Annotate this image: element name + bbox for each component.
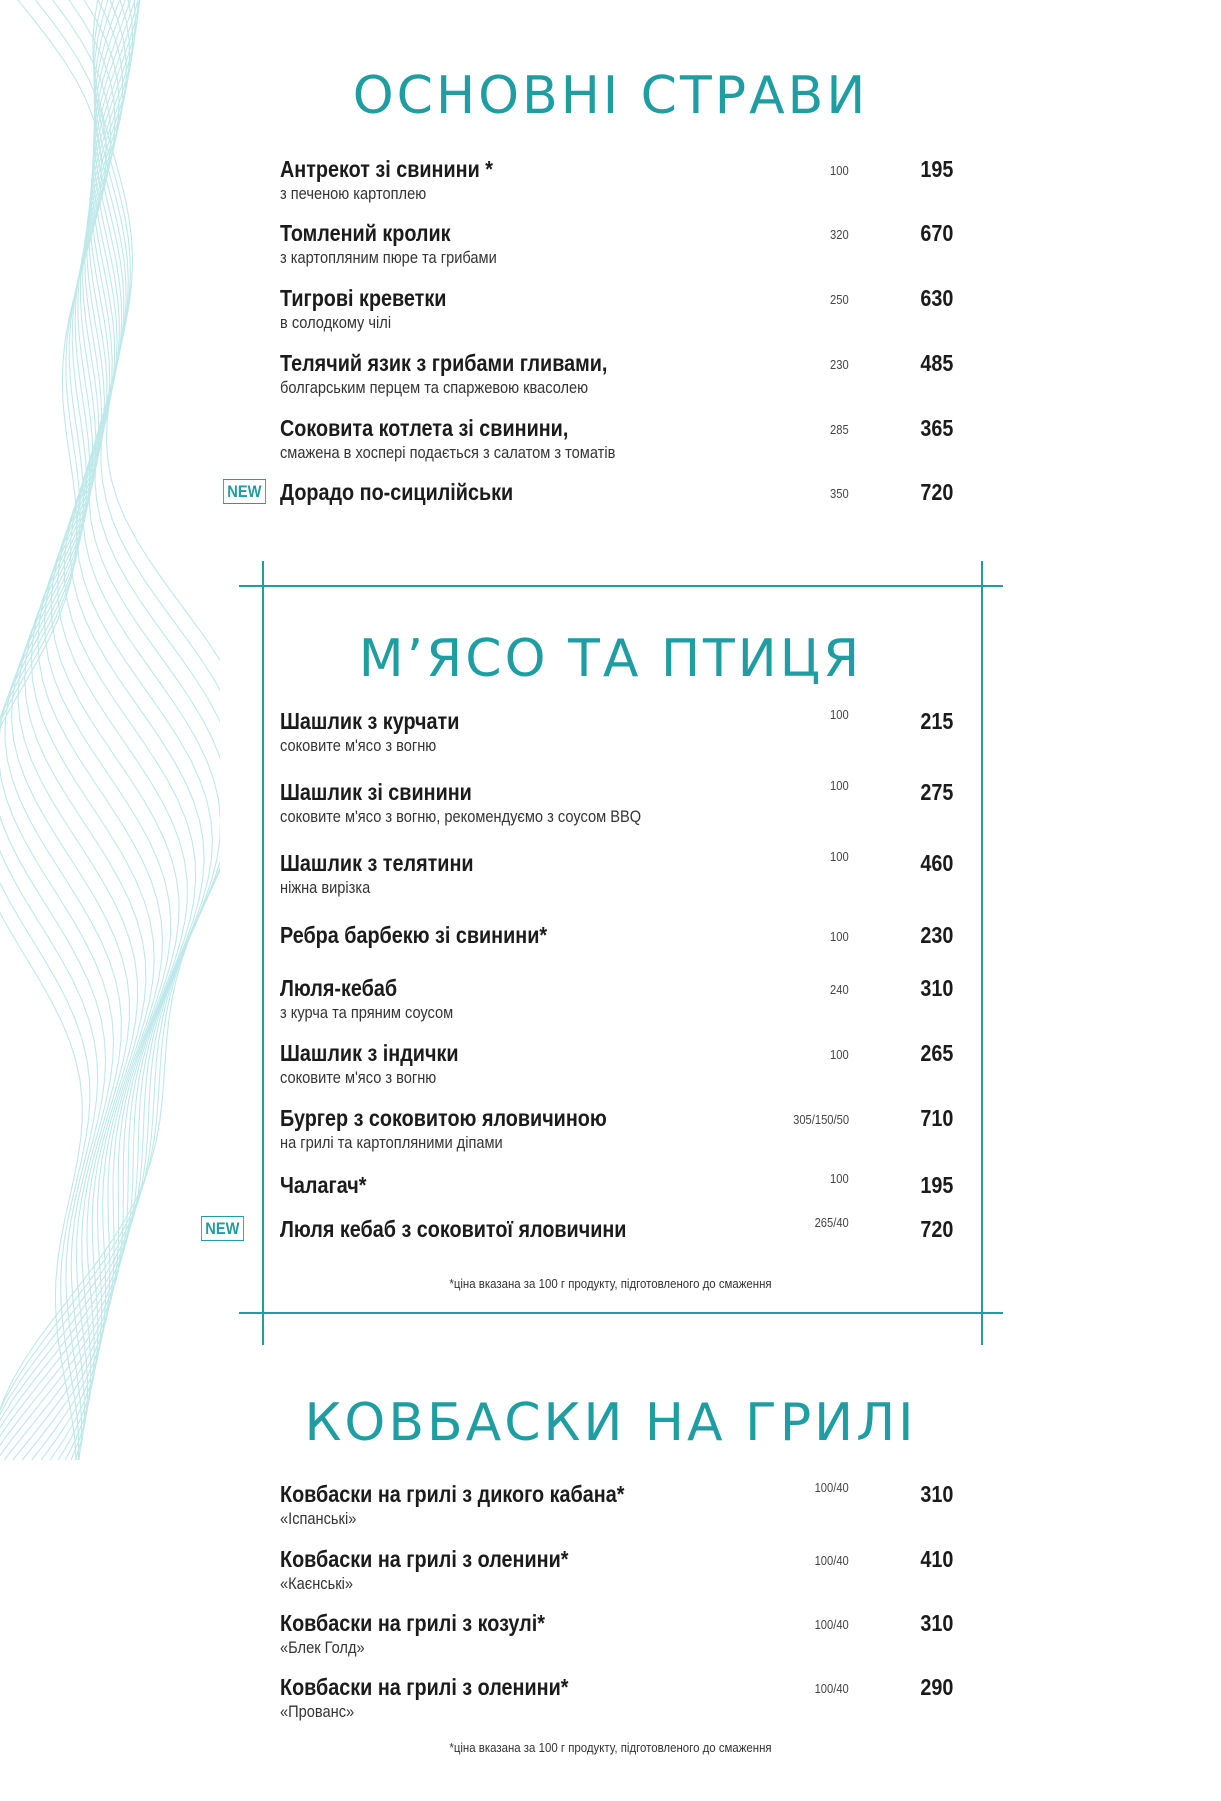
menu-item bbox=[0, 1215, 1221, 1271]
item-description: з печеною картоплею bbox=[280, 184, 427, 203]
item-name: Шашлик зі свинини bbox=[280, 779, 472, 805]
item-price: 410 bbox=[919, 1546, 953, 1572]
item-description: болгарським перцем та спаржевою квасолею bbox=[280, 378, 589, 397]
item-name: Ребра барбекю зі свинини* bbox=[280, 922, 548, 948]
item-weight: 350 bbox=[830, 486, 849, 501]
item-weight: 100/40 bbox=[814, 1480, 849, 1495]
item-name: Люля-кебаб bbox=[280, 975, 398, 1001]
item-price: 290 bbox=[919, 1674, 953, 1700]
menu-item bbox=[0, 284, 1221, 340]
menu-item bbox=[0, 219, 1221, 275]
item-description: з картопляним пюре та грибами bbox=[280, 248, 497, 267]
item-price: 720 bbox=[919, 479, 953, 505]
item-price: 215 bbox=[919, 708, 953, 734]
item-name: Шашлик з курчати bbox=[280, 708, 460, 734]
frame-bottom-line bbox=[239, 1312, 1003, 1314]
new-badge: NEW bbox=[201, 1216, 244, 1241]
item-description: «Прованс» bbox=[280, 1702, 355, 1721]
item-weight: 100 bbox=[830, 707, 849, 722]
item-name: Ковбаски на грилі з козулі* bbox=[280, 1610, 545, 1636]
price-footnote: *ціна вказана за 100 г продукту, підготовленого до смаження bbox=[449, 1740, 772, 1755]
item-weight: 100 bbox=[830, 778, 849, 793]
item-name: Чалагач* bbox=[280, 1172, 367, 1198]
item-description: в солодкому чілі bbox=[280, 313, 392, 332]
menu-item bbox=[0, 849, 1221, 905]
item-price: 265 bbox=[919, 1040, 953, 1066]
item-price: 720 bbox=[919, 1216, 953, 1242]
item-price: 195 bbox=[919, 156, 953, 182]
item-price: 195 bbox=[919, 1172, 953, 1198]
item-price: 485 bbox=[919, 350, 953, 376]
item-description: на грилі та картопляними діпами bbox=[280, 1133, 503, 1152]
item-name: Ковбаски на грилі з оленини* bbox=[280, 1546, 569, 1572]
item-weight: 100/40 bbox=[814, 1681, 849, 1696]
item-description: «Іспанські» bbox=[280, 1509, 357, 1528]
new-badge: NEW bbox=[223, 479, 266, 504]
menu-item bbox=[0, 349, 1221, 405]
menu-item bbox=[0, 1104, 1221, 1160]
item-price: 230 bbox=[919, 922, 953, 948]
section-title-grilled-sausages: КОВБАСКИ НА ГРИЛІ bbox=[304, 1393, 917, 1453]
menu-item bbox=[0, 1545, 1221, 1601]
item-description: з курча та пряним соусом bbox=[280, 1003, 454, 1022]
item-price: 460 bbox=[919, 850, 953, 876]
menu-item bbox=[0, 155, 1221, 211]
item-weight: 250 bbox=[830, 292, 849, 307]
item-price: 710 bbox=[919, 1105, 953, 1131]
item-name: Ковбаски на грилі з оленини* bbox=[280, 1674, 569, 1700]
item-price: 310 bbox=[919, 1610, 953, 1636]
menu-item bbox=[0, 1480, 1221, 1536]
item-weight: 100 bbox=[830, 163, 849, 178]
menu-item bbox=[0, 974, 1221, 1030]
item-price: 365 bbox=[919, 415, 953, 441]
item-name: Соковита котлета зі свинини, bbox=[280, 415, 569, 441]
item-weight: 100 bbox=[830, 849, 849, 864]
item-description: соковите м'ясо з вогню bbox=[280, 736, 437, 755]
item-weight: 320 bbox=[830, 227, 849, 242]
item-weight: 100 bbox=[830, 929, 849, 944]
item-description: «Каєнські» bbox=[280, 1574, 354, 1593]
menu-item bbox=[0, 414, 1221, 470]
item-name: Шашлик з телятини bbox=[280, 850, 474, 876]
item-name: Дорадо по-сицилійськи bbox=[280, 479, 514, 505]
price-footnote: *ціна вказана за 100 г продукту, підготовленого до смаження bbox=[449, 1276, 772, 1291]
section-title-main-dishes: ОСНОВНІ СТРАВИ bbox=[352, 66, 869, 126]
item-price: 310 bbox=[919, 975, 953, 1001]
menu-item bbox=[0, 1673, 1221, 1729]
item-weight: 230 bbox=[830, 357, 849, 372]
item-price: 275 bbox=[919, 779, 953, 805]
item-name: Люля кебаб з соковитої яловичини bbox=[280, 1216, 627, 1242]
item-description: ніжна вирізка bbox=[280, 878, 371, 897]
item-weight: 100 bbox=[830, 1171, 849, 1186]
menu-item bbox=[0, 1609, 1221, 1665]
frame-top-line bbox=[239, 585, 1003, 587]
menu-item bbox=[0, 1039, 1221, 1095]
item-name: Бургер з соковитою яловичиною bbox=[280, 1105, 607, 1131]
item-name: Томлений кролик bbox=[280, 220, 451, 246]
item-name: Антрекот зі свинини * bbox=[280, 156, 493, 182]
item-name: Телячий язик з грибами гливами, bbox=[280, 350, 608, 376]
menu-item bbox=[0, 778, 1221, 834]
item-weight: 240 bbox=[830, 982, 849, 997]
item-weight: 100 bbox=[830, 1047, 849, 1062]
item-name: Ковбаски на грилі з дикого кабана* bbox=[280, 1481, 625, 1507]
item-price: 670 bbox=[919, 220, 953, 246]
item-weight: 100/40 bbox=[814, 1553, 849, 1568]
menu-item bbox=[0, 921, 1221, 977]
item-name: Тигрові креветки bbox=[280, 285, 447, 311]
menu-item bbox=[0, 478, 1221, 534]
item-weight: 285 bbox=[830, 422, 849, 437]
item-weight: 305/150/50 bbox=[793, 1112, 849, 1127]
item-description: соковите м'ясо з вогню, рекомендуємо з соусом BBQ bbox=[280, 807, 642, 826]
menu-item bbox=[0, 707, 1221, 763]
item-weight: 100/40 bbox=[814, 1617, 849, 1632]
item-price: 310 bbox=[919, 1481, 953, 1507]
item-description: соковите м'ясо з вогню bbox=[280, 1068, 437, 1087]
item-name: Шашлик з індички bbox=[280, 1040, 459, 1066]
item-description: «Блек Голд» bbox=[280, 1638, 365, 1657]
section-title-meat-poultry: М’ЯСО ТА ПТИЦЯ bbox=[358, 629, 863, 689]
item-price: 630 bbox=[919, 285, 953, 311]
item-description: смажена в хоспері подається з салатом з томатів bbox=[280, 443, 616, 462]
item-weight: 265/40 bbox=[814, 1215, 849, 1230]
